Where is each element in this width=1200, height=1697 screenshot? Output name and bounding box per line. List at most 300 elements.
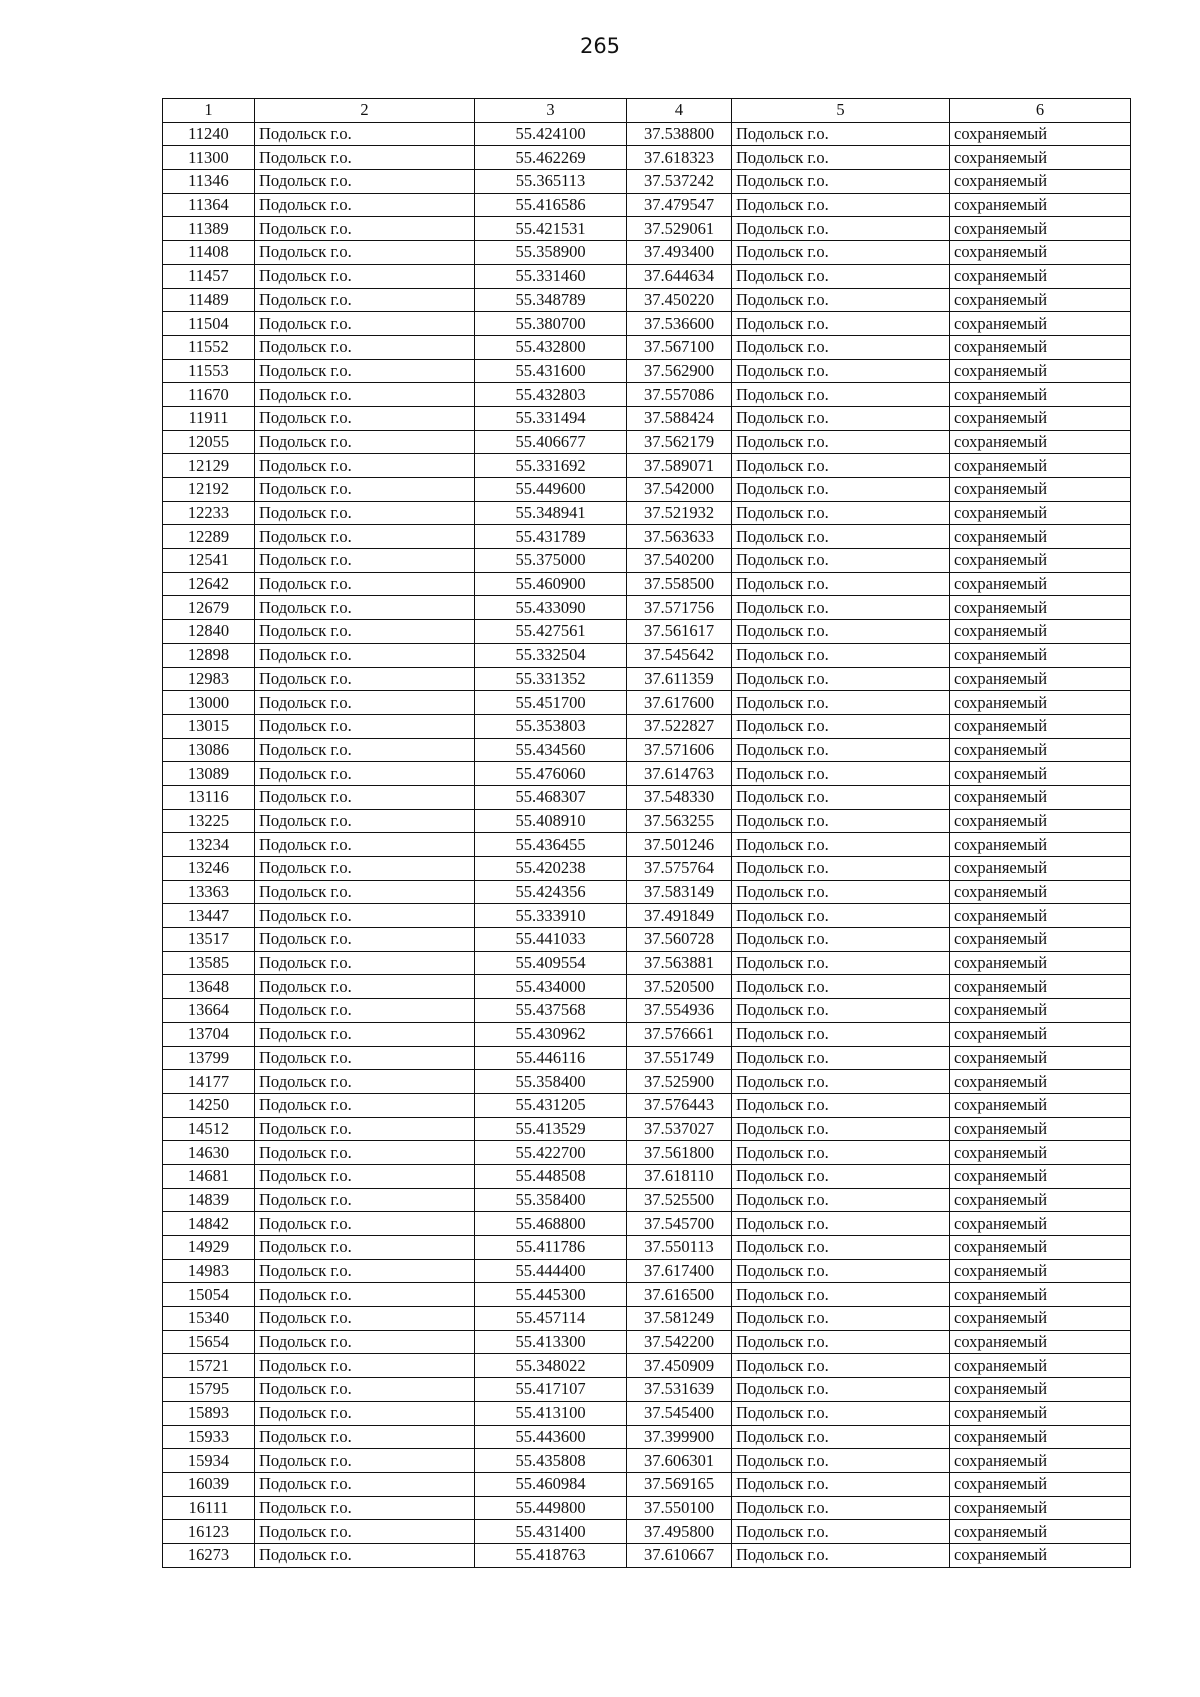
longitude-cell: 37.536600: [627, 312, 732, 336]
status-cell: сохраняемый: [950, 691, 1131, 715]
status-cell: сохраняемый: [950, 454, 1131, 478]
longitude-cell: 37.479547: [627, 193, 732, 217]
district-cell: Подольск г.о.: [255, 1496, 475, 1520]
table-row: [163, 1543, 1131, 1567]
area-cell: Подольск г.о.: [732, 667, 950, 691]
longitude-cell: 37.589071: [627, 454, 732, 478]
table-row: [163, 1259, 1131, 1283]
status-cell: сохраняемый: [950, 643, 1131, 667]
district-cell: Подольск г.о.: [255, 335, 475, 359]
latitude-cell: 55.358400: [475, 1070, 627, 1094]
status-cell: сохраняемый: [950, 288, 1131, 312]
longitude-cell: 37.545400: [627, 1401, 732, 1425]
longitude-cell: 37.491849: [627, 904, 732, 928]
area-cell: Подольск г.о.: [732, 1236, 950, 1260]
status-cell: сохраняемый: [950, 596, 1131, 620]
longitude-cell: 37.450909: [627, 1354, 732, 1378]
latitude-cell: 55.424100: [475, 122, 627, 146]
status-cell: сохраняемый: [950, 146, 1131, 170]
latitude-cell: 55.441033: [475, 928, 627, 952]
status-cell: сохраняемый: [950, 1401, 1131, 1425]
district-cell: Подольск г.о.: [255, 928, 475, 952]
object-id-cell: 15795: [163, 1378, 255, 1402]
area-cell: Подольск г.о.: [732, 1543, 950, 1567]
district-cell: Подольск г.о.: [255, 1141, 475, 1165]
table-row: [163, 501, 1131, 525]
district-cell: Подольск г.о.: [255, 1236, 475, 1260]
object-id-cell: 13517: [163, 928, 255, 952]
object-id-cell: 16039: [163, 1472, 255, 1496]
latitude-cell: 55.418763: [475, 1543, 627, 1567]
longitude-cell: 37.542000: [627, 478, 732, 502]
latitude-cell: 55.443600: [475, 1425, 627, 1449]
area-cell: Подольск г.о.: [732, 928, 950, 952]
area-cell: Подольск г.о.: [732, 975, 950, 999]
latitude-cell: 55.413300: [475, 1330, 627, 1354]
latitude-cell: 55.427561: [475, 620, 627, 644]
object-id-cell: 14512: [163, 1117, 255, 1141]
status-cell: сохраняемый: [950, 738, 1131, 762]
longitude-cell: 37.551749: [627, 1046, 732, 1070]
status-cell: сохраняемый: [950, 904, 1131, 928]
table-row: [163, 335, 1131, 359]
object-id-cell: 11911: [163, 406, 255, 430]
longitude-cell: 37.399900: [627, 1425, 732, 1449]
object-id-cell: 13799: [163, 1046, 255, 1070]
status-cell: сохраняемый: [950, 1236, 1131, 1260]
object-id-cell: 14929: [163, 1236, 255, 1260]
area-cell: Подольск г.о.: [732, 1022, 950, 1046]
area-cell: Подольск г.о.: [732, 762, 950, 786]
latitude-cell: 55.457114: [475, 1307, 627, 1331]
district-cell: Подольск г.о.: [255, 738, 475, 762]
district-cell: Подольск г.о.: [255, 241, 475, 265]
longitude-cell: 37.583149: [627, 880, 732, 904]
status-cell: сохраняемый: [950, 1164, 1131, 1188]
object-id-cell: 14839: [163, 1188, 255, 1212]
status-cell: сохраняемый: [950, 1378, 1131, 1402]
table-row: [163, 620, 1131, 644]
latitude-cell: 55.353803: [475, 714, 627, 738]
status-cell: сохраняемый: [950, 1472, 1131, 1496]
area-cell: Подольск г.о.: [732, 1259, 950, 1283]
district-cell: Подольск г.о.: [255, 643, 475, 667]
latitude-cell: 55.421531: [475, 217, 627, 241]
object-id-cell: 15721: [163, 1354, 255, 1378]
table-row: [163, 146, 1131, 170]
object-id-cell: 14842: [163, 1212, 255, 1236]
longitude-cell: 37.557086: [627, 383, 732, 407]
table-row: [163, 785, 1131, 809]
latitude-cell: 55.435808: [475, 1449, 627, 1473]
area-cell: Подольск г.о.: [732, 430, 950, 454]
longitude-cell: 37.538800: [627, 122, 732, 146]
table-row: [163, 288, 1131, 312]
district-cell: Подольск г.о.: [255, 146, 475, 170]
status-cell: сохраняемый: [950, 335, 1131, 359]
status-cell: сохраняемый: [950, 1543, 1131, 1567]
object-id-cell: 12898: [163, 643, 255, 667]
object-id-cell: 15934: [163, 1449, 255, 1473]
table-row: [163, 880, 1131, 904]
district-cell: Подольск г.о.: [255, 359, 475, 383]
table-row: [163, 525, 1131, 549]
table-row: [163, 1236, 1131, 1260]
latitude-cell: 55.444400: [475, 1259, 627, 1283]
object-id-cell: 14250: [163, 1093, 255, 1117]
district-cell: Подольск г.о.: [255, 430, 475, 454]
longitude-cell: 37.531639: [627, 1378, 732, 1402]
status-cell: сохраняемый: [950, 241, 1131, 265]
object-id-cell: 15054: [163, 1283, 255, 1307]
table-row: [163, 1449, 1131, 1473]
area-cell: Подольск г.о.: [732, 359, 950, 383]
latitude-cell: 55.375000: [475, 549, 627, 573]
table-row: [163, 762, 1131, 786]
table-row: [163, 383, 1131, 407]
object-id-cell: 11346: [163, 170, 255, 194]
table-row: [163, 714, 1131, 738]
status-cell: сохраняемый: [950, 478, 1131, 502]
table-row: [163, 1212, 1131, 1236]
longitude-cell: 37.614763: [627, 762, 732, 786]
district-cell: Подольск г.о.: [255, 880, 475, 904]
status-cell: сохраняемый: [950, 809, 1131, 833]
longitude-cell: 37.611359: [627, 667, 732, 691]
status-cell: сохраняемый: [950, 406, 1131, 430]
status-cell: сохраняемый: [950, 572, 1131, 596]
longitude-cell: 37.581249: [627, 1307, 732, 1331]
object-id-cell: 12642: [163, 572, 255, 596]
status-cell: сохраняемый: [950, 762, 1131, 786]
latitude-cell: 55.462269: [475, 146, 627, 170]
district-cell: Подольск г.о.: [255, 1307, 475, 1331]
object-id-cell: 11364: [163, 193, 255, 217]
area-cell: Подольск г.о.: [732, 738, 950, 762]
status-cell: сохраняемый: [950, 785, 1131, 809]
area-cell: Подольск г.о.: [732, 1520, 950, 1544]
table-row: [163, 406, 1131, 430]
status-cell: сохраняемый: [950, 951, 1131, 975]
district-cell: Подольск г.о.: [255, 525, 475, 549]
table-row: [163, 1093, 1131, 1117]
longitude-cell: 37.561800: [627, 1141, 732, 1165]
object-id-cell: 12129: [163, 454, 255, 478]
object-id-cell: 12679: [163, 596, 255, 620]
latitude-cell: 55.420238: [475, 857, 627, 881]
object-id-cell: 13363: [163, 880, 255, 904]
longitude-cell: 37.563255: [627, 809, 732, 833]
latitude-cell: 55.408910: [475, 809, 627, 833]
area-cell: Подольск г.о.: [732, 1141, 950, 1165]
status-cell: сохраняемый: [950, 1212, 1131, 1236]
table-row: [163, 738, 1131, 762]
area-cell: Подольск г.о.: [732, 1354, 950, 1378]
object-id-cell: 13447: [163, 904, 255, 928]
object-id-cell: 13086: [163, 738, 255, 762]
latitude-cell: 55.348789: [475, 288, 627, 312]
district-cell: Подольск г.о.: [255, 1117, 475, 1141]
area-cell: Подольск г.о.: [732, 501, 950, 525]
data-table: [162, 98, 1131, 1568]
table-row: [163, 1425, 1131, 1449]
district-cell: Подольск г.о.: [255, 1212, 475, 1236]
table-row: [163, 549, 1131, 573]
table-row: [163, 1188, 1131, 1212]
area-cell: Подольск г.о.: [732, 1496, 950, 1520]
table-row: [163, 217, 1131, 241]
area-cell: Подольск г.о.: [732, 999, 950, 1023]
latitude-cell: 55.432803: [475, 383, 627, 407]
status-cell: сохраняемый: [950, 359, 1131, 383]
area-cell: Подольск г.о.: [732, 1164, 950, 1188]
column-header: 6: [950, 99, 1131, 123]
table-row: [163, 454, 1131, 478]
latitude-cell: 55.451700: [475, 691, 627, 715]
area-cell: Подольск г.о.: [732, 146, 950, 170]
object-id-cell: 11489: [163, 288, 255, 312]
district-cell: Подольск г.о.: [255, 193, 475, 217]
longitude-cell: 37.540200: [627, 549, 732, 573]
status-cell: сохраняемый: [950, 857, 1131, 881]
district-cell: Подольск г.о.: [255, 809, 475, 833]
area-cell: Подольск г.о.: [732, 951, 950, 975]
table-row: [163, 809, 1131, 833]
status-cell: сохраняемый: [950, 1307, 1131, 1331]
district-cell: Подольск г.о.: [255, 596, 475, 620]
area-cell: Подольск г.о.: [732, 809, 950, 833]
district-cell: Подольск г.о.: [255, 1093, 475, 1117]
longitude-cell: 37.554936: [627, 999, 732, 1023]
district-cell: Подольск г.о.: [255, 904, 475, 928]
area-cell: Подольск г.о.: [732, 288, 950, 312]
district-cell: Подольск г.о.: [255, 501, 475, 525]
object-id-cell: 14983: [163, 1259, 255, 1283]
district-cell: Подольск г.о.: [255, 312, 475, 336]
longitude-cell: 37.606301: [627, 1449, 732, 1473]
district-cell: Подольск г.о.: [255, 1425, 475, 1449]
area-cell: Подольск г.о.: [732, 217, 950, 241]
latitude-cell: 55.380700: [475, 312, 627, 336]
object-id-cell: 12983: [163, 667, 255, 691]
district-cell: Подольск г.о.: [255, 762, 475, 786]
longitude-cell: 37.560728: [627, 928, 732, 952]
longitude-cell: 37.616500: [627, 1283, 732, 1307]
table-row: [163, 1354, 1131, 1378]
latitude-cell: 55.468307: [475, 785, 627, 809]
latitude-cell: 55.431205: [475, 1093, 627, 1117]
latitude-cell: 55.422700: [475, 1141, 627, 1165]
longitude-cell: 37.525500: [627, 1188, 732, 1212]
area-cell: Подольск г.о.: [732, 714, 950, 738]
latitude-cell: 55.413100: [475, 1401, 627, 1425]
table-row: [163, 264, 1131, 288]
latitude-cell: 55.331494: [475, 406, 627, 430]
table-row: [163, 572, 1131, 596]
object-id-cell: 11389: [163, 217, 255, 241]
longitude-cell: 37.548330: [627, 785, 732, 809]
latitude-cell: 55.468800: [475, 1212, 627, 1236]
status-cell: сохраняемый: [950, 383, 1131, 407]
table-row: [163, 1307, 1131, 1331]
area-cell: Подольск г.о.: [732, 572, 950, 596]
table-row: [163, 170, 1131, 194]
latitude-cell: 55.413529: [475, 1117, 627, 1141]
district-cell: Подольск г.о.: [255, 122, 475, 146]
table-header-row: [163, 99, 1131, 123]
table-row: [163, 1117, 1131, 1141]
longitude-cell: 37.545642: [627, 643, 732, 667]
longitude-cell: 37.520500: [627, 975, 732, 999]
district-cell: Подольск г.о.: [255, 478, 475, 502]
district-cell: Подольск г.о.: [255, 1330, 475, 1354]
object-id-cell: 16111: [163, 1496, 255, 1520]
table-row: [163, 1283, 1131, 1307]
district-cell: Подольск г.о.: [255, 217, 475, 241]
object-id-cell: 11240: [163, 122, 255, 146]
status-cell: сохраняемый: [950, 1046, 1131, 1070]
table-row: [163, 1022, 1131, 1046]
district-cell: Подольск г.о.: [255, 785, 475, 809]
longitude-cell: 37.493400: [627, 241, 732, 265]
status-cell: сохраняемый: [950, 1520, 1131, 1544]
table-row: [163, 1496, 1131, 1520]
latitude-cell: 55.431600: [475, 359, 627, 383]
status-cell: сохраняемый: [950, 501, 1131, 525]
status-cell: сохраняемый: [950, 714, 1131, 738]
status-cell: сохраняемый: [950, 1449, 1131, 1473]
area-cell: Подольск г.о.: [732, 549, 950, 573]
object-id-cell: 14630: [163, 1141, 255, 1165]
district-cell: Подольск г.о.: [255, 999, 475, 1023]
table-row: [163, 667, 1131, 691]
longitude-cell: 37.558500: [627, 572, 732, 596]
latitude-cell: 55.430962: [475, 1022, 627, 1046]
latitude-cell: 55.333910: [475, 904, 627, 928]
longitude-cell: 37.522827: [627, 714, 732, 738]
table-row: [163, 1046, 1131, 1070]
column-header: 4: [627, 99, 732, 123]
longitude-cell: 37.567100: [627, 335, 732, 359]
latitude-cell: 55.437568: [475, 999, 627, 1023]
longitude-cell: 37.537242: [627, 170, 732, 194]
latitude-cell: 55.445300: [475, 1283, 627, 1307]
latitude-cell: 55.332504: [475, 643, 627, 667]
object-id-cell: 16123: [163, 1520, 255, 1544]
district-cell: Подольск г.о.: [255, 691, 475, 715]
area-cell: Подольск г.о.: [732, 1449, 950, 1473]
status-cell: сохраняемый: [950, 833, 1131, 857]
longitude-cell: 37.610667: [627, 1543, 732, 1567]
status-cell: сохраняемый: [950, 1022, 1131, 1046]
status-cell: сохраняемый: [950, 999, 1131, 1023]
status-cell: сохраняемый: [950, 1425, 1131, 1449]
latitude-cell: 55.331692: [475, 454, 627, 478]
object-id-cell: 11552: [163, 335, 255, 359]
district-cell: Подольск г.о.: [255, 833, 475, 857]
object-id-cell: 15933: [163, 1425, 255, 1449]
status-cell: сохраняемый: [950, 122, 1131, 146]
district-cell: Подольск г.о.: [255, 714, 475, 738]
district-cell: Подольск г.о.: [255, 975, 475, 999]
object-id-cell: 13648: [163, 975, 255, 999]
area-cell: Подольск г.о.: [732, 406, 950, 430]
status-cell: сохраняемый: [950, 193, 1131, 217]
table-row: [163, 643, 1131, 667]
area-cell: Подольск г.о.: [732, 1093, 950, 1117]
longitude-cell: 37.501246: [627, 833, 732, 857]
area-cell: Подольск г.о.: [732, 620, 950, 644]
longitude-cell: 37.618110: [627, 1164, 732, 1188]
table-row: [163, 951, 1131, 975]
longitude-cell: 37.576443: [627, 1093, 732, 1117]
longitude-cell: 37.588424: [627, 406, 732, 430]
district-cell: Подольск г.о.: [255, 1520, 475, 1544]
area-cell: Подольск г.о.: [732, 1330, 950, 1354]
object-id-cell: 13000: [163, 691, 255, 715]
area-cell: Подольск г.о.: [732, 1401, 950, 1425]
area-cell: Подольск г.о.: [732, 264, 950, 288]
area-cell: Подольск г.о.: [732, 1378, 950, 1402]
object-id-cell: 15654: [163, 1330, 255, 1354]
status-cell: сохраняемый: [950, 430, 1131, 454]
latitude-cell: 55.424356: [475, 880, 627, 904]
latitude-cell: 55.460900: [475, 572, 627, 596]
object-id-cell: 16273: [163, 1543, 255, 1567]
table-row: [163, 1378, 1131, 1402]
status-cell: сохраняемый: [950, 1141, 1131, 1165]
longitude-cell: 37.617400: [627, 1259, 732, 1283]
status-cell: сохраняемый: [950, 1188, 1131, 1212]
table-row: [163, 122, 1131, 146]
object-id-cell: 11408: [163, 241, 255, 265]
status-cell: сохраняемый: [950, 667, 1131, 691]
area-cell: Подольск г.о.: [732, 1307, 950, 1331]
object-id-cell: 13225: [163, 809, 255, 833]
area-cell: Подольск г.о.: [732, 857, 950, 881]
district-cell: Подольск г.о.: [255, 1401, 475, 1425]
table-row: [163, 1520, 1131, 1544]
area-cell: Подольск г.о.: [732, 122, 950, 146]
longitude-cell: 37.495800: [627, 1520, 732, 1544]
status-cell: сохраняемый: [950, 1354, 1131, 1378]
object-id-cell: 15340: [163, 1307, 255, 1331]
area-cell: Подольск г.о.: [732, 1283, 950, 1307]
longitude-cell: 37.575764: [627, 857, 732, 881]
area-cell: Подольск г.о.: [732, 1188, 950, 1212]
longitude-cell: 37.576661: [627, 1022, 732, 1046]
area-cell: Подольск г.о.: [732, 1212, 950, 1236]
district-cell: Подольск г.о.: [255, 1188, 475, 1212]
object-id-cell: 11457: [163, 264, 255, 288]
latitude-cell: 55.446116: [475, 1046, 627, 1070]
latitude-cell: 55.449600: [475, 478, 627, 502]
object-id-cell: 11553: [163, 359, 255, 383]
latitude-cell: 55.460984: [475, 1472, 627, 1496]
district-cell: Подольск г.о.: [255, 1070, 475, 1094]
latitude-cell: 55.432800: [475, 335, 627, 359]
area-cell: Подольск г.о.: [732, 1425, 950, 1449]
table-row: [163, 999, 1131, 1023]
area-cell: Подольск г.о.: [732, 880, 950, 904]
area-cell: Подольск г.о.: [732, 525, 950, 549]
status-cell: сохраняемый: [950, 1117, 1131, 1141]
table-row: [163, 359, 1131, 383]
object-id-cell: 11670: [163, 383, 255, 407]
longitude-cell: 37.562179: [627, 430, 732, 454]
latitude-cell: 55.331352: [475, 667, 627, 691]
latitude-cell: 55.411786: [475, 1236, 627, 1260]
